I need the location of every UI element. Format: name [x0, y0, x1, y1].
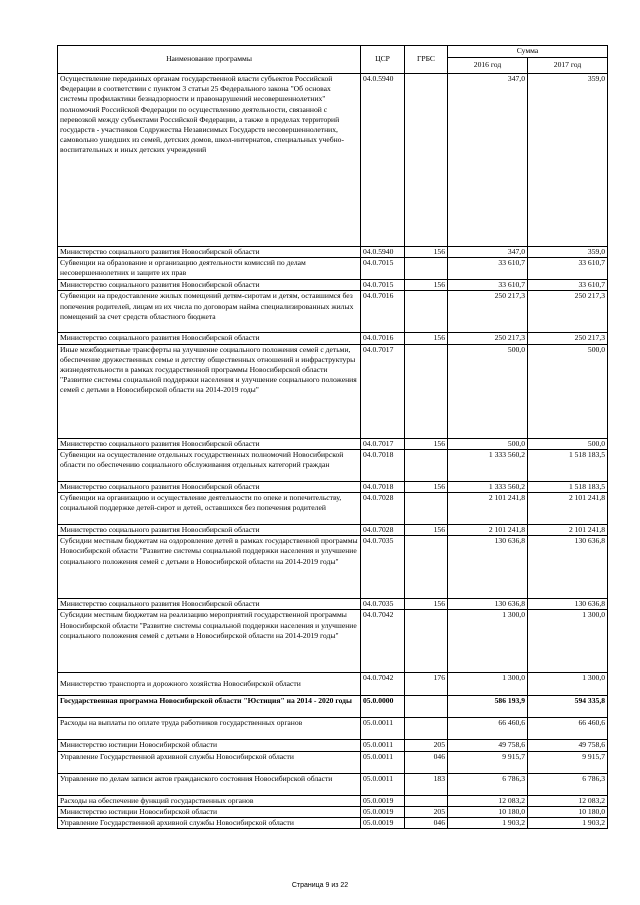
cell-2017: 1 518 183,5: [528, 481, 608, 492]
cell-name: Субвенции на осуществление отдельных государственных полномочий Новосибирской области по обеспечению социального обслуживания отдельных категорий граждан: [58, 449, 361, 481]
cell-csr: 04.0.7017: [361, 344, 405, 438]
cell-name: Министерство социального развития Новосибирской области: [58, 481, 361, 492]
cell-2017: 500,0: [528, 438, 608, 449]
cell-csr: 04.0.7018: [361, 481, 405, 492]
cell-2016: 9 915,7: [448, 751, 528, 773]
cell-csr: 04.0.7016: [361, 291, 405, 333]
cell-name: Министерство юстиции Новосибирской области: [58, 806, 361, 817]
table-row: [58, 673, 608, 696]
cell-2016: 500,0: [448, 344, 528, 438]
cell-name: Иные межбюджетные трансферты на улучшение социального положения семей с детьми, обеспечение дружественных семье и детству общественных отношений и инфраструктуры жизнедеятельности в рамках государственной программы Новосибирской области "Развитие системы социальной поддержки населения и улучшение социального положения семей с детьми в Новосибирской области на 2014-2019 годы": [58, 344, 361, 438]
cell-grbs: [405, 291, 448, 333]
table-row: [58, 773, 608, 795]
table-row: [58, 795, 608, 806]
cell-name: Управление Государственной архивной службы Новосибирской области: [58, 751, 361, 773]
cell-2016: 1 333 560,2: [448, 449, 528, 481]
cell-2016: 130 636,8: [448, 599, 528, 610]
header-sum: Сумма: [448, 46, 608, 58]
cell-name: Управление Государственной архивной службы Новосибирской области: [58, 818, 361, 829]
cell-grbs: 156: [405, 525, 448, 536]
cell-grbs: 156: [405, 247, 448, 258]
table-row: [58, 247, 608, 258]
cell-csr: 04.0.7028: [361, 525, 405, 536]
header-2017: 2017 год: [528, 58, 608, 74]
cell-2017: 12 083,2: [528, 795, 608, 806]
cell-grbs: 205: [405, 740, 448, 751]
budget-table: [57, 45, 608, 829]
cell-2016: 10 180,0: [448, 806, 528, 817]
cell-csr: 05.0.0019: [361, 818, 405, 829]
cell-name: Субвенции на образование и организацию деятельности комиссий по делам несовершеннолетних и защите их прав: [58, 258, 361, 280]
header-csr: ЦСР: [361, 46, 405, 74]
cell-grbs: [405, 696, 448, 718]
cell-2017: 130 636,8: [528, 599, 608, 610]
cell-2017: 250 217,3: [528, 333, 608, 344]
table-row: [58, 74, 608, 247]
cell-2016: 2 101 241,8: [448, 525, 528, 536]
cell-2016: 250 217,3: [448, 333, 528, 344]
cell-name: Субсидии местным бюджетам на оздоровление детей в рамках государственной программы Новосибирской области "Развитие системы социальной поддержки населения и улучшение социального положения семей с детьми в Новосибирской области на 2014-2019 годы": [58, 536, 361, 599]
cell-name: Министерство социального развития Новосибирской области: [58, 280, 361, 291]
cell-csr: 04.0.7017: [361, 438, 405, 449]
cell-2016: 250 217,3: [448, 291, 528, 333]
cell-2017: 2 101 241,8: [528, 493, 608, 525]
cell-2016: 586 193,9: [448, 696, 528, 718]
table-row: [58, 696, 608, 718]
cell-grbs: [405, 344, 448, 438]
cell-csr: 04.0.7015: [361, 258, 405, 280]
cell-csr: 05.0.0011: [361, 751, 405, 773]
page-footer: Страница 9 из 22: [291, 882, 349, 889]
cell-2016: 6 786,3: [448, 773, 528, 795]
cell-csr: 04.0.5940: [361, 247, 405, 258]
cell-grbs: [405, 795, 448, 806]
cell-2017: 500,0: [528, 344, 608, 438]
cell-2017: 9 915,7: [528, 751, 608, 773]
cell-grbs: [405, 536, 448, 599]
cell-name: Министерство транспорта и дорожного хозяйства Новосибирской области: [58, 673, 361, 696]
cell-csr: 05.0.0011: [361, 740, 405, 751]
cell-grbs: 156: [405, 481, 448, 492]
cell-grbs: 176: [405, 673, 448, 696]
cell-name: Субсидии местным бюджетам на реализацию мероприятий государственной программы Новосибирской области "Развитие системы социальной поддержки населения и улучшение социального положения семей с детьми в Новосибирской области на 2014-2019 годы": [58, 610, 361, 673]
cell-grbs: 183: [405, 773, 448, 795]
cell-name: Министерство социального развития Новосибирской области: [58, 247, 361, 258]
cell-2016: 1 903,2: [448, 818, 528, 829]
cell-grbs: 156: [405, 280, 448, 291]
table-row: [58, 280, 608, 291]
cell-2016: 347,0: [448, 74, 528, 247]
cell-csr: 04.0.5940: [361, 74, 405, 247]
header-name: Наименование программы: [58, 46, 361, 74]
cell-csr: 05.0.0011: [361, 773, 405, 795]
table-row: [58, 449, 608, 481]
cell-csr: 05.0.0011: [361, 718, 405, 740]
cell-2017: 130 636,8: [528, 536, 608, 599]
cell-name: Осуществление переданных органам государственной власти субъектов Российской Федерации в соответствии с пунктом 3 статьи 25 Федерального закона "Об основах системы профилактики безнадзорности и правонарушений несовершеннолетних" полномочий Российской Федерации по осуществлению деятельности, связанной с перевозкой между субъектами Российской Федерации, а также в пределах территорий государств - участников Содружества Независимых Государств несовершеннолетних, самовольно ушедших из семей, детских домов, школ-интернатов, специальных учебно-воспитательных и иных детских учреждений: [58, 74, 361, 247]
table-row: [58, 536, 608, 599]
cell-2017: 2 101 241,8: [528, 525, 608, 536]
cell-grbs: 046: [405, 818, 448, 829]
cell-2016: 33 610,7: [448, 258, 528, 280]
cell-csr: 04.0.7016: [361, 333, 405, 344]
cell-name: Субвенции на предоставление жилых помещений детям-сиротам и детям, оставшимся без попечения родителей, лицам из их числа по договорам найма специализированных жилых помещений за счет средств областного бюджета: [58, 291, 361, 333]
cell-grbs: 046: [405, 751, 448, 773]
cell-name: Министерство социального развития Новосибирской области: [58, 438, 361, 449]
cell-2017: 250 217,3: [528, 291, 608, 333]
cell-csr: 05.0.0000: [361, 696, 405, 718]
cell-csr: 04.0.7015: [361, 280, 405, 291]
cell-2017: 6 786,3: [528, 773, 608, 795]
cell-2017: 49 758,6: [528, 740, 608, 751]
table-row: [58, 344, 608, 438]
cell-csr: 04.0.7028: [361, 493, 405, 525]
table-row: [58, 493, 608, 525]
cell-grbs: 156: [405, 599, 448, 610]
cell-2016: 49 758,6: [448, 740, 528, 751]
cell-2017: 1 903,2: [528, 818, 608, 829]
cell-2017: 359,0: [528, 247, 608, 258]
cell-name: Министерство социального развития Новосибирской области: [58, 525, 361, 536]
cell-2016: 66 460,6: [448, 718, 528, 740]
cell-csr: 04.0.7042: [361, 610, 405, 673]
cell-name: Субвенции на организацию и осуществление деятельности по опеке и попечительству, социальной поддержке детей-сирот и детей, оставшихся без попечения родителей: [58, 493, 361, 525]
table-row: [58, 751, 608, 773]
table-row: [58, 599, 608, 610]
table-row: [58, 258, 608, 280]
cell-csr: 05.0.0019: [361, 795, 405, 806]
cell-grbs: [405, 493, 448, 525]
cell-csr: 04.0.7018: [361, 449, 405, 481]
cell-2016: 33 610,7: [448, 280, 528, 291]
table-row: [58, 438, 608, 449]
table-row: [58, 818, 608, 829]
cell-2016: 1 300,0: [448, 673, 528, 696]
cell-2017: 359,0: [528, 74, 608, 247]
cell-2016: 12 083,2: [448, 795, 528, 806]
cell-csr: 04.0.7035: [361, 536, 405, 599]
cell-name: Государственная программа Новосибирской области "Юстиция" на 2014 - 2020 годы: [58, 696, 361, 718]
cell-grbs: 205: [405, 806, 448, 817]
cell-2017: 66 460,6: [528, 718, 608, 740]
cell-2017: 1 300,0: [528, 673, 608, 696]
cell-2016: 500,0: [448, 438, 528, 449]
table-row: [58, 806, 608, 817]
cell-grbs: 156: [405, 438, 448, 449]
cell-csr: 04.0.7042: [361, 673, 405, 696]
table-row: [58, 481, 608, 492]
cell-2017: 1 518 183,5: [528, 449, 608, 481]
cell-grbs: [405, 258, 448, 280]
table-row: [58, 610, 608, 673]
cell-grbs: [405, 74, 448, 247]
cell-grbs: 156: [405, 333, 448, 344]
table-row: [58, 333, 608, 344]
cell-2016: 130 636,8: [448, 536, 528, 599]
cell-2016: 347,0: [448, 247, 528, 258]
cell-name: Министерство юстиции Новосибирской области: [58, 740, 361, 751]
header-2016: 2016 год: [448, 58, 528, 74]
table-row: [58, 718, 608, 740]
cell-2017: 10 180,0: [528, 806, 608, 817]
table-row: [58, 291, 608, 333]
cell-csr: 05.0.0019: [361, 806, 405, 817]
cell-name: Расходы на выплаты по оплате труда работников государственных органов: [58, 718, 361, 740]
cell-csr: 04.0.7035: [361, 599, 405, 610]
cell-grbs: [405, 718, 448, 740]
header-grbs: ГРБС: [405, 46, 448, 74]
cell-2017: 1 300,0: [528, 610, 608, 673]
cell-2016: 2 101 241,8: [448, 493, 528, 525]
table-row: [58, 740, 608, 751]
cell-2016: 1 300,0: [448, 610, 528, 673]
cell-2017: 33 610,7: [528, 280, 608, 291]
cell-2016: 1 333 560,2: [448, 481, 528, 492]
cell-grbs: [405, 610, 448, 673]
cell-name: Расходы на обеспечение функций государственных органов: [58, 795, 361, 806]
cell-name: Управление по делам записи актов гражданского состояния Новосибирской области: [58, 773, 361, 795]
cell-grbs: [405, 449, 448, 481]
table-row: [58, 525, 608, 536]
cell-name: Министерство социального развития Новосибирской области: [58, 333, 361, 344]
cell-name: Министерство социального развития Новосибирской области: [58, 599, 361, 610]
cell-2017: 33 610,7: [528, 258, 608, 280]
cell-2017: 594 335,8: [528, 696, 608, 718]
